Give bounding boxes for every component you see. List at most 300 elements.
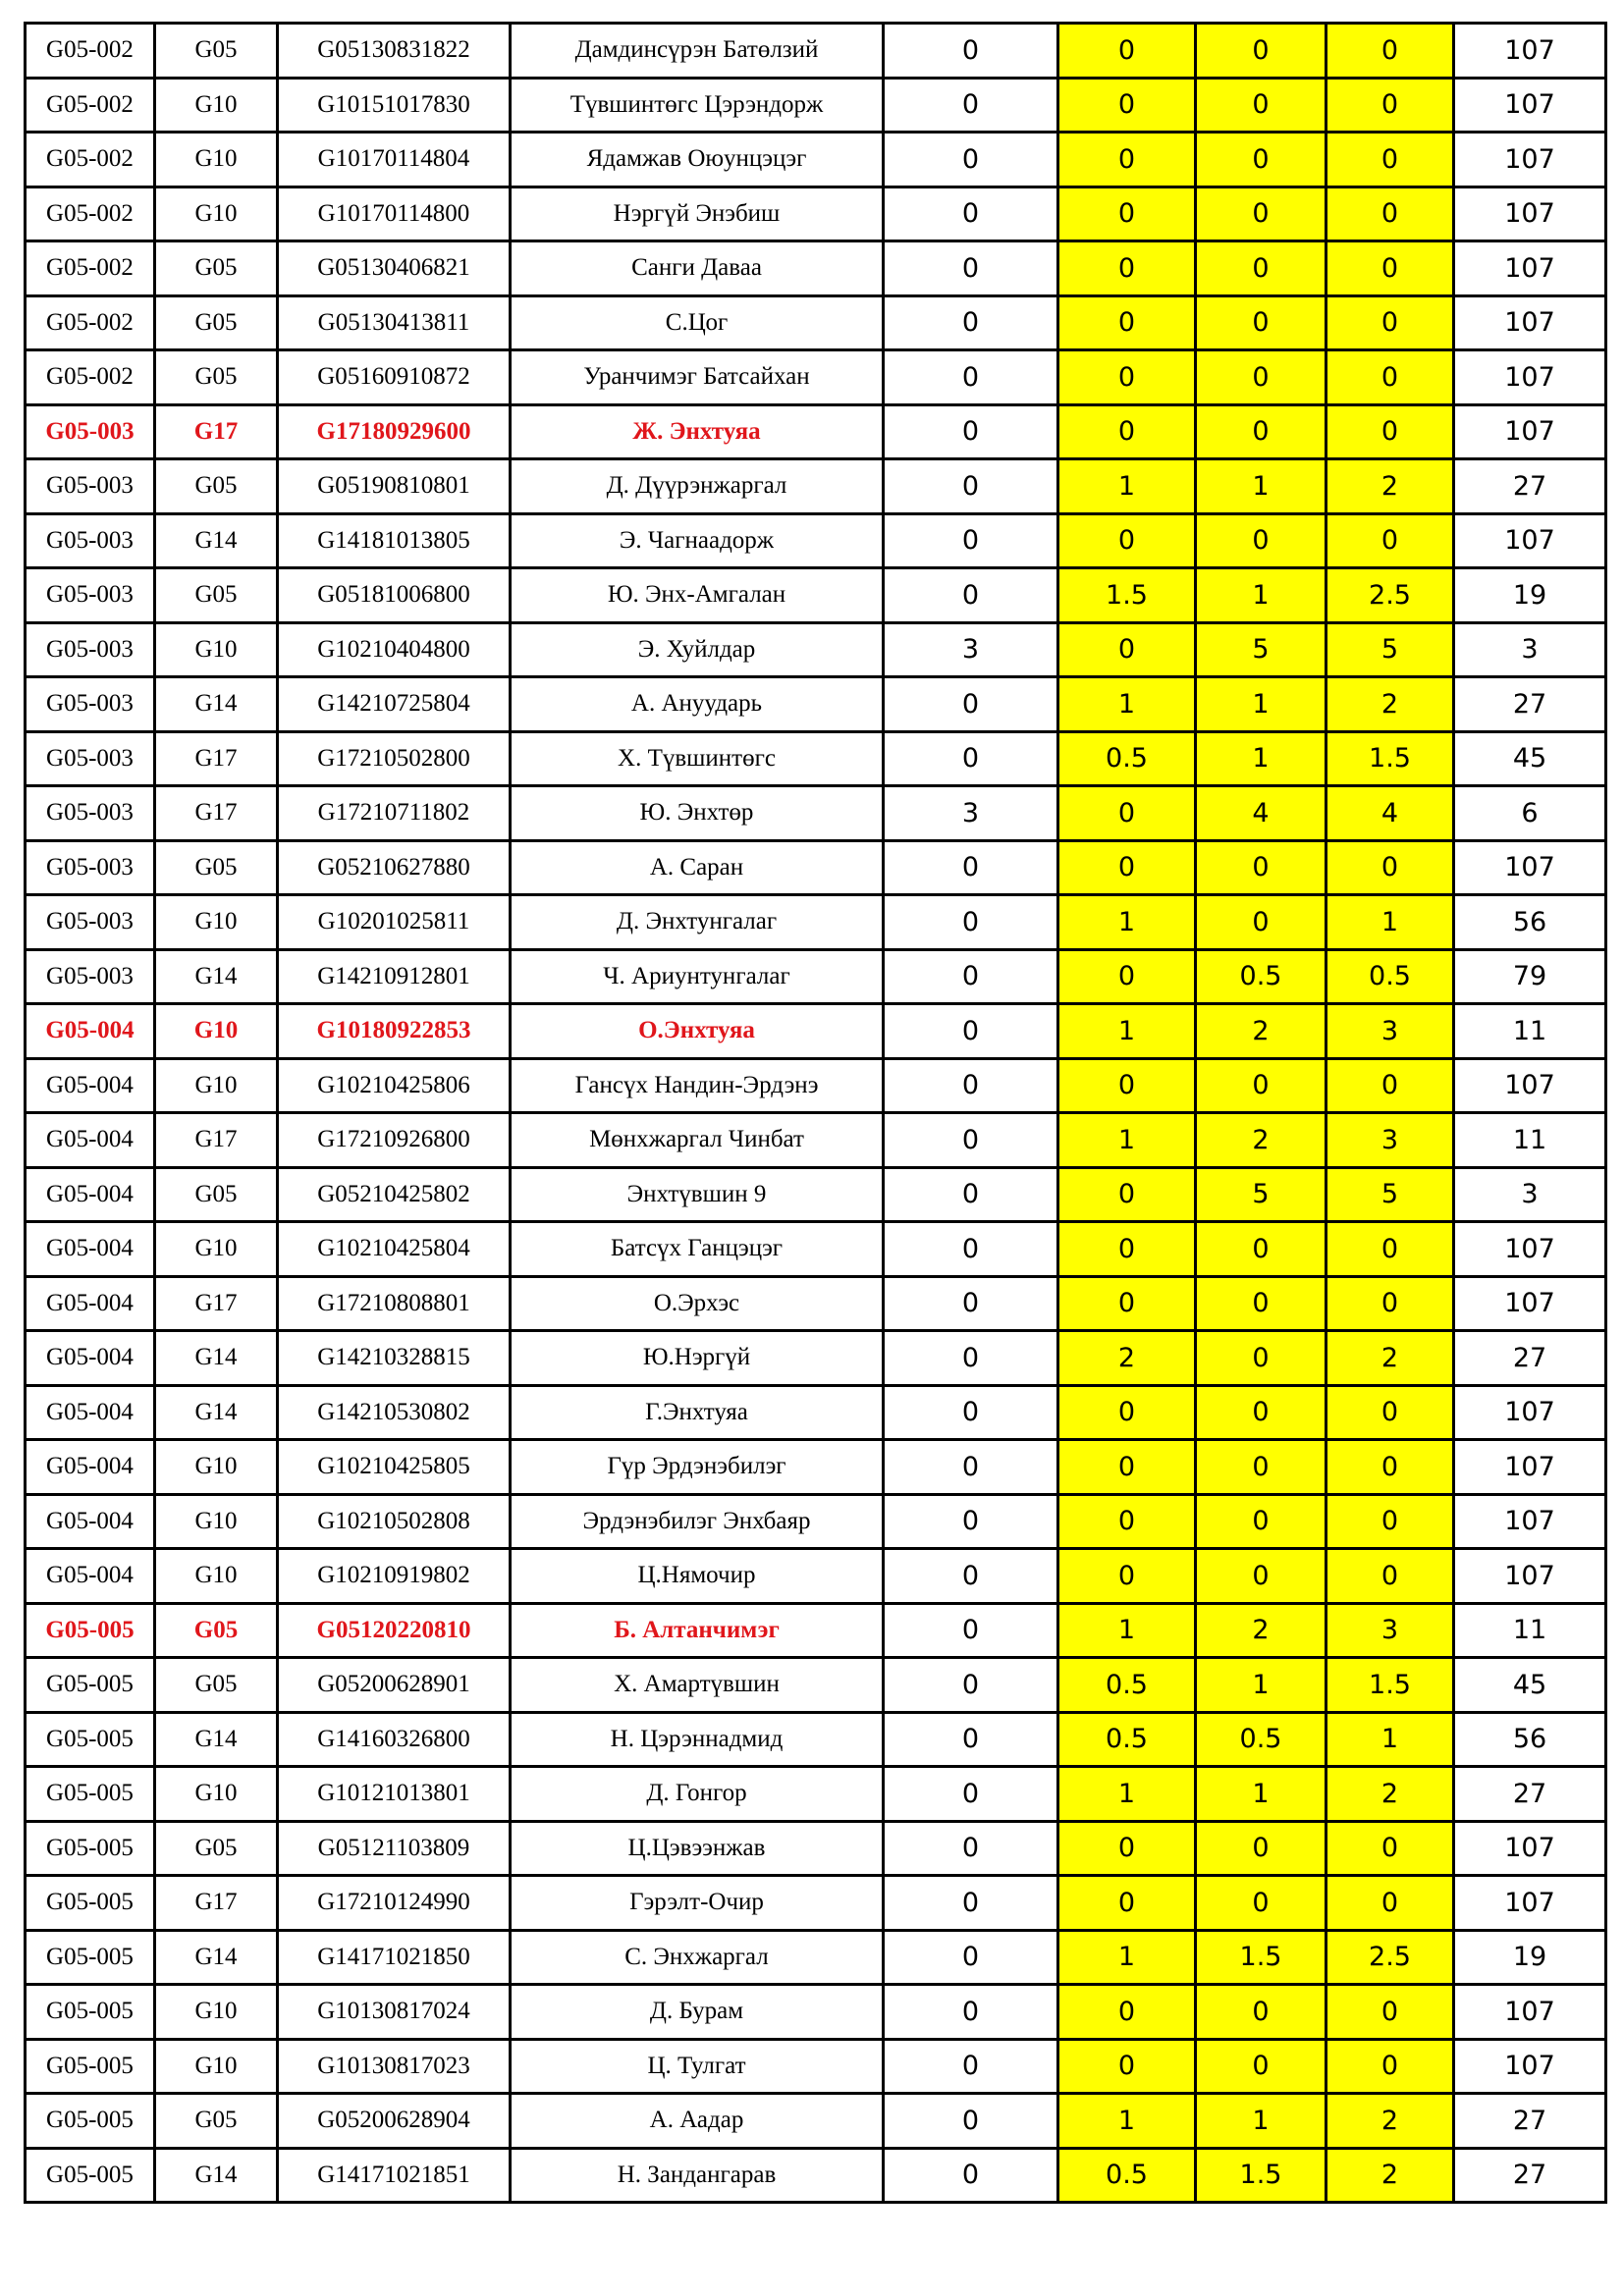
table-row xyxy=(26,404,1606,459)
cell-student-name: С. Энхжаргал xyxy=(511,1930,884,1985)
cell-score-3: 5 xyxy=(1196,1167,1326,1222)
cell-student-name: А. Аадар xyxy=(511,2094,884,2149)
cell-school-code: G05 xyxy=(155,2094,278,2149)
cell-score-1: 0 xyxy=(884,1658,1058,1713)
cell-score-total: 2 xyxy=(1326,459,1454,514)
table-row xyxy=(26,78,1606,133)
cell-school-code: G14 xyxy=(155,1930,278,1985)
cell-score-2: 1.5 xyxy=(1058,568,1196,623)
cell-school-code: G05 xyxy=(155,568,278,623)
cell-group-id: G05-004 xyxy=(26,1385,155,1440)
cell-rank: 19 xyxy=(1454,1930,1606,1985)
cell-score-1: 0 xyxy=(884,949,1058,1004)
cell-group-id: G05-002 xyxy=(26,295,155,350)
cell-school-code: G14 xyxy=(155,677,278,732)
cell-rank: 107 xyxy=(1454,840,1606,895)
cell-score-1: 0 xyxy=(884,1113,1058,1168)
table-row xyxy=(26,2094,1606,2149)
cell-score-1: 0 xyxy=(884,1985,1058,2040)
cell-group-id: G05-003 xyxy=(26,404,155,459)
table-row xyxy=(26,622,1606,677)
cell-score-3: 0 xyxy=(1196,350,1326,405)
cell-score-total: 0 xyxy=(1326,78,1454,133)
cell-student-name: О.Эрхэс xyxy=(511,1276,884,1331)
cell-score-total: 0 xyxy=(1326,840,1454,895)
cell-score-2: 0.5 xyxy=(1058,731,1196,786)
cell-score-total: 0 xyxy=(1326,187,1454,241)
cell-group-id: G05-003 xyxy=(26,731,155,786)
cell-rank: 56 xyxy=(1454,1712,1606,1767)
cell-score-2: 0 xyxy=(1058,513,1196,568)
cell-student-code: G10210425805 xyxy=(278,1440,511,1495)
table-row xyxy=(26,2039,1606,2094)
cell-score-2: 1 xyxy=(1058,1930,1196,1985)
cell-rank: 6 xyxy=(1454,786,1606,841)
cell-student-code: G05160910872 xyxy=(278,350,511,405)
cell-score-total: 0 xyxy=(1326,295,1454,350)
cell-score-2: 0 xyxy=(1058,2039,1196,2094)
cell-group-id: G05-005 xyxy=(26,2148,155,2203)
table-row xyxy=(26,1331,1606,1386)
cell-rank: 45 xyxy=(1454,731,1606,786)
table-row xyxy=(26,1222,1606,1277)
cell-school-code: G10 xyxy=(155,1058,278,1113)
table-row xyxy=(26,513,1606,568)
cell-score-1: 0 xyxy=(884,2039,1058,2094)
cell-rank: 107 xyxy=(1454,1494,1606,1549)
cell-score-1: 3 xyxy=(884,622,1058,677)
cell-score-3: 2 xyxy=(1196,1603,1326,1658)
cell-score-2: 0 xyxy=(1058,1385,1196,1440)
cell-school-code: G10 xyxy=(155,1004,278,1059)
cell-score-2: 1 xyxy=(1058,895,1196,950)
table-row xyxy=(26,1658,1606,1713)
cell-student-name: Түвшинтөгс Цэрэндорж xyxy=(511,78,884,133)
cell-student-code: G10201025811 xyxy=(278,895,511,950)
cell-score-total: 3 xyxy=(1326,1113,1454,1168)
cell-school-code: G17 xyxy=(155,731,278,786)
cell-rank: 107 xyxy=(1454,295,1606,350)
cell-student-code: G05121103809 xyxy=(278,1821,511,1876)
cell-student-name: Ж. Энхтуяа xyxy=(511,404,884,459)
cell-student-code: G05120220810 xyxy=(278,1603,511,1658)
cell-score-total: 2 xyxy=(1326,2148,1454,2203)
cell-score-3: 0 xyxy=(1196,1385,1326,1440)
cell-score-1: 0 xyxy=(884,241,1058,296)
table-row xyxy=(26,1167,1606,1222)
cell-school-code: G14 xyxy=(155,513,278,568)
table-row xyxy=(26,187,1606,241)
table-row xyxy=(26,1876,1606,1931)
cell-score-3: 1 xyxy=(1196,568,1326,623)
cell-group-id: G05-005 xyxy=(26,2039,155,2094)
cell-score-total: 2 xyxy=(1326,1331,1454,1386)
cell-score-3: 0.5 xyxy=(1196,949,1326,1004)
cell-score-3: 0 xyxy=(1196,24,1326,79)
cell-score-2: 1 xyxy=(1058,1004,1196,1059)
cell-student-name: Нэргүй Энэбиш xyxy=(511,187,884,241)
cell-score-2: 1 xyxy=(1058,1113,1196,1168)
cell-group-id: G05-003 xyxy=(26,459,155,514)
cell-score-2: 0 xyxy=(1058,295,1196,350)
cell-student-name: Ц. Тулгат xyxy=(511,2039,884,2094)
cell-school-code: G10 xyxy=(155,2039,278,2094)
table-row xyxy=(26,295,1606,350)
cell-score-2: 0 xyxy=(1058,187,1196,241)
cell-score-1: 0 xyxy=(884,1058,1058,1113)
cell-student-name: Х. Амартүвшин xyxy=(511,1658,884,1713)
cell-score-3: 0 xyxy=(1196,1821,1326,1876)
cell-rank: 107 xyxy=(1454,513,1606,568)
cell-score-1: 0 xyxy=(884,1930,1058,1985)
cell-student-name: А. Ануударь xyxy=(511,677,884,732)
cell-rank: 107 xyxy=(1454,350,1606,405)
table-row xyxy=(26,731,1606,786)
cell-score-3: 0 xyxy=(1196,1549,1326,1604)
cell-student-name: Батсүх Ганцэцэг xyxy=(511,1222,884,1277)
cell-student-code: G17210926800 xyxy=(278,1113,511,1168)
cell-score-2: 0 xyxy=(1058,949,1196,1004)
cell-student-code: G05130406821 xyxy=(278,241,511,296)
cell-score-3: 1 xyxy=(1196,459,1326,514)
cell-student-name: Д. Дүүрэнжаргал xyxy=(511,459,884,514)
cell-student-code: G17180929600 xyxy=(278,404,511,459)
cell-rank: 56 xyxy=(1454,895,1606,950)
cell-student-code: G05210627880 xyxy=(278,840,511,895)
table-row xyxy=(26,1385,1606,1440)
cell-score-1: 0 xyxy=(884,350,1058,405)
cell-student-name: О.Энхтуяа xyxy=(511,1004,884,1059)
cell-student-code: G14171021850 xyxy=(278,1930,511,1985)
cell-score-1: 0 xyxy=(884,1821,1058,1876)
cell-student-name: Э. Чагнаадорж xyxy=(511,513,884,568)
cell-rank: 11 xyxy=(1454,1603,1606,1658)
table-row xyxy=(26,2148,1606,2203)
cell-school-code: G05 xyxy=(155,350,278,405)
cell-score-2: 0 xyxy=(1058,133,1196,187)
cell-rank: 107 xyxy=(1454,404,1606,459)
cell-student-name: Гүр Эрдэнэбилэг xyxy=(511,1440,884,1495)
cell-student-name: Ю. Энх-Амгалан xyxy=(511,568,884,623)
cell-score-3: 1 xyxy=(1196,731,1326,786)
cell-school-code: G14 xyxy=(155,1712,278,1767)
cell-score-total: 0 xyxy=(1326,1385,1454,1440)
cell-score-total: 0.5 xyxy=(1326,949,1454,1004)
cell-rank: 107 xyxy=(1454,1876,1606,1931)
cell-group-id: G05-004 xyxy=(26,1004,155,1059)
cell-group-id: G05-002 xyxy=(26,24,155,79)
cell-score-2: 0.5 xyxy=(1058,1658,1196,1713)
cell-score-1: 0 xyxy=(884,2094,1058,2149)
cell-score-1: 0 xyxy=(884,187,1058,241)
cell-school-code: G10 xyxy=(155,1222,278,1277)
cell-group-id: G05-003 xyxy=(26,840,155,895)
cell-score-3: 0 xyxy=(1196,241,1326,296)
table-body xyxy=(26,24,1606,2203)
cell-score-2: 0 xyxy=(1058,1167,1196,1222)
cell-score-2: 0 xyxy=(1058,1876,1196,1931)
cell-score-total: 0 xyxy=(1326,24,1454,79)
cell-student-code: G05200628901 xyxy=(278,1658,511,1713)
cell-group-id: G05-004 xyxy=(26,1058,155,1113)
cell-score-total: 2.5 xyxy=(1326,568,1454,623)
cell-group-id: G05-005 xyxy=(26,1876,155,1931)
cell-score-3: 2 xyxy=(1196,1113,1326,1168)
cell-score-1: 0 xyxy=(884,1331,1058,1386)
cell-group-id: G05-002 xyxy=(26,133,155,187)
cell-school-code: G05 xyxy=(155,241,278,296)
cell-rank: 107 xyxy=(1454,1549,1606,1604)
cell-score-total: 1 xyxy=(1326,1712,1454,1767)
cell-student-name: Д. Энхтунгалаг xyxy=(511,895,884,950)
cell-score-total: 0 xyxy=(1326,1549,1454,1604)
cell-score-2: 0 xyxy=(1058,78,1196,133)
cell-score-total: 0 xyxy=(1326,350,1454,405)
cell-school-code: G05 xyxy=(155,1821,278,1876)
cell-student-name: Энхтүвшин 9 xyxy=(511,1167,884,1222)
cell-score-2: 0 xyxy=(1058,1058,1196,1113)
cell-score-total: 1.5 xyxy=(1326,1658,1454,1713)
cell-group-id: G05-002 xyxy=(26,350,155,405)
cell-rank: 27 xyxy=(1454,459,1606,514)
cell-student-code: G14181013805 xyxy=(278,513,511,568)
cell-score-total: 1 xyxy=(1326,895,1454,950)
cell-student-name: Х. Түвшинтөгс xyxy=(511,731,884,786)
cell-student-code: G10130817024 xyxy=(278,1985,511,2040)
table-row xyxy=(26,1985,1606,2040)
cell-rank: 19 xyxy=(1454,568,1606,623)
cell-student-code: G14210530802 xyxy=(278,1385,511,1440)
cell-group-id: G05-005 xyxy=(26,1767,155,1822)
cell-group-id: G05-004 xyxy=(26,1549,155,1604)
cell-student-name: Ц.Цэвээнжав xyxy=(511,1821,884,1876)
cell-student-name: Д. Бурам xyxy=(511,1985,884,2040)
cell-score-total: 5 xyxy=(1326,622,1454,677)
cell-score-1: 0 xyxy=(884,2148,1058,2203)
cell-score-1: 0 xyxy=(884,1385,1058,1440)
cell-score-1: 0 xyxy=(884,1767,1058,1822)
cell-score-3: 0 xyxy=(1196,1985,1326,2040)
cell-score-1: 0 xyxy=(884,895,1058,950)
cell-score-3: 0 xyxy=(1196,133,1326,187)
cell-score-1: 0 xyxy=(884,24,1058,79)
cell-score-1: 0 xyxy=(884,840,1058,895)
cell-school-code: G14 xyxy=(155,949,278,1004)
cell-school-code: G10 xyxy=(155,1985,278,2040)
cell-score-1: 0 xyxy=(884,1276,1058,1331)
cell-group-id: G05-004 xyxy=(26,1440,155,1495)
cell-rank: 11 xyxy=(1454,1113,1606,1168)
cell-score-3: 0 xyxy=(1196,404,1326,459)
cell-score-2: 0 xyxy=(1058,1494,1196,1549)
cell-group-id: G05-005 xyxy=(26,2094,155,2149)
cell-score-3: 0 xyxy=(1196,895,1326,950)
cell-group-id: G05-005 xyxy=(26,1603,155,1658)
table-row xyxy=(26,1494,1606,1549)
cell-score-3: 0 xyxy=(1196,513,1326,568)
cell-student-name: Э. Хуйлдар xyxy=(511,622,884,677)
cell-group-id: G05-003 xyxy=(26,568,155,623)
cell-score-total: 4 xyxy=(1326,786,1454,841)
cell-score-3: 4 xyxy=(1196,786,1326,841)
cell-score-total: 0 xyxy=(1326,1494,1454,1549)
cell-student-code: G05130413811 xyxy=(278,295,511,350)
table-row xyxy=(26,840,1606,895)
cell-student-name: Г.Энхтуяа xyxy=(511,1385,884,1440)
cell-school-code: G05 xyxy=(155,459,278,514)
cell-score-total: 0 xyxy=(1326,1058,1454,1113)
cell-student-code: G14160326800 xyxy=(278,1712,511,1767)
table-row xyxy=(26,133,1606,187)
cell-school-code: G10 xyxy=(155,622,278,677)
cell-score-2: 1 xyxy=(1058,677,1196,732)
cell-group-id: G05-004 xyxy=(26,1331,155,1386)
cell-score-1: 0 xyxy=(884,568,1058,623)
cell-score-2: 0.5 xyxy=(1058,1712,1196,1767)
cell-school-code: G14 xyxy=(155,1385,278,1440)
cell-rank: 45 xyxy=(1454,1658,1606,1713)
cell-student-code: G17210124990 xyxy=(278,1876,511,1931)
cell-rank: 107 xyxy=(1454,1385,1606,1440)
table-row xyxy=(26,459,1606,514)
cell-student-code: G10151017830 xyxy=(278,78,511,133)
cell-score-total: 0 xyxy=(1326,1222,1454,1277)
cell-student-code: G05181006800 xyxy=(278,568,511,623)
cell-rank: 107 xyxy=(1454,133,1606,187)
cell-student-code: G05190810801 xyxy=(278,459,511,514)
cell-student-name: Гэрэлт-Очир xyxy=(511,1876,884,1931)
cell-score-2: 0 xyxy=(1058,24,1196,79)
cell-student-name: Уранчимэг Батсайхан xyxy=(511,350,884,405)
table-row xyxy=(26,786,1606,841)
cell-school-code: G05 xyxy=(155,1658,278,1713)
cell-score-total: 0 xyxy=(1326,1821,1454,1876)
cell-student-code: G14210328815 xyxy=(278,1331,511,1386)
cell-score-3: 0 xyxy=(1196,295,1326,350)
cell-score-2: 0 xyxy=(1058,840,1196,895)
table-row xyxy=(26,568,1606,623)
cell-student-code: G14210912801 xyxy=(278,949,511,1004)
cell-score-1: 0 xyxy=(884,1712,1058,1767)
cell-student-code: G10210404800 xyxy=(278,622,511,677)
cell-rank: 107 xyxy=(1454,1058,1606,1113)
cell-score-3: 0 xyxy=(1196,1876,1326,1931)
cell-group-id: G05-002 xyxy=(26,78,155,133)
cell-score-2: 0 xyxy=(1058,241,1196,296)
cell-score-2: 1 xyxy=(1058,1603,1196,1658)
cell-score-3: 0 xyxy=(1196,187,1326,241)
cell-rank: 27 xyxy=(1454,677,1606,732)
cell-score-3: 1 xyxy=(1196,2094,1326,2149)
cell-score-1: 0 xyxy=(884,513,1058,568)
cell-group-id: G05-002 xyxy=(26,187,155,241)
cell-score-1: 0 xyxy=(884,1876,1058,1931)
cell-group-id: G05-004 xyxy=(26,1276,155,1331)
cell-score-2: 1 xyxy=(1058,1767,1196,1822)
cell-score-total: 0 xyxy=(1326,1276,1454,1331)
cell-student-name: А. Саран xyxy=(511,840,884,895)
cell-rank: 3 xyxy=(1454,1167,1606,1222)
cell-rank: 11 xyxy=(1454,1004,1606,1059)
cell-score-2: 0 xyxy=(1058,1440,1196,1495)
cell-group-id: G05-003 xyxy=(26,895,155,950)
cell-student-code: G17210502800 xyxy=(278,731,511,786)
cell-school-code: G10 xyxy=(155,1549,278,1604)
cell-score-2: 2 xyxy=(1058,1331,1196,1386)
cell-group-id: G05-005 xyxy=(26,1930,155,1985)
table-row xyxy=(26,1821,1606,1876)
cell-score-1: 0 xyxy=(884,677,1058,732)
cell-group-id: G05-005 xyxy=(26,1712,155,1767)
cell-student-code: G17210808801 xyxy=(278,1276,511,1331)
cell-score-3: 2 xyxy=(1196,1004,1326,1059)
cell-score-2: 0.5 xyxy=(1058,2148,1196,2203)
cell-student-name: Ч. Ариунтунгалаг xyxy=(511,949,884,1004)
cell-rank: 107 xyxy=(1454,1440,1606,1495)
cell-score-3: 1.5 xyxy=(1196,1930,1326,1985)
cell-student-name: Эрдэнэбилэг Энхбаяр xyxy=(511,1494,884,1549)
cell-score-2: 0 xyxy=(1058,1549,1196,1604)
cell-score-2: 0 xyxy=(1058,622,1196,677)
cell-rank: 27 xyxy=(1454,2148,1606,2203)
cell-school-code: G14 xyxy=(155,1331,278,1386)
cell-group-id: G05-005 xyxy=(26,1821,155,1876)
table-row xyxy=(26,24,1606,79)
cell-score-2: 0 xyxy=(1058,1821,1196,1876)
cell-score-1: 0 xyxy=(884,1167,1058,1222)
cell-student-name: Дамдинсүрэн Батөлзий xyxy=(511,24,884,79)
cell-group-id: G05-003 xyxy=(26,622,155,677)
cell-school-code: G10 xyxy=(155,1440,278,1495)
cell-group-id: G05-004 xyxy=(26,1167,155,1222)
cell-school-code: G05 xyxy=(155,840,278,895)
cell-score-1: 0 xyxy=(884,295,1058,350)
cell-rank: 107 xyxy=(1454,2039,1606,2094)
table-row xyxy=(26,1603,1606,1658)
cell-score-2: 1 xyxy=(1058,459,1196,514)
cell-school-code: G17 xyxy=(155,1113,278,1168)
cell-score-3: 1 xyxy=(1196,1658,1326,1713)
cell-score-2: 0 xyxy=(1058,1985,1196,2040)
cell-group-id: G05-004 xyxy=(26,1494,155,1549)
cell-score-3: 1.5 xyxy=(1196,2148,1326,2203)
cell-score-3: 0.5 xyxy=(1196,1712,1326,1767)
table-row xyxy=(26,1440,1606,1495)
cell-score-2: 0 xyxy=(1058,1276,1196,1331)
cell-student-name: Н. Цэрэннадмид xyxy=(511,1712,884,1767)
cell-score-2: 0 xyxy=(1058,350,1196,405)
results-table xyxy=(24,22,1607,2204)
table-row xyxy=(26,1767,1606,1822)
cell-score-total: 3 xyxy=(1326,1603,1454,1658)
cell-score-total: 0 xyxy=(1326,1876,1454,1931)
cell-score-total: 2 xyxy=(1326,1767,1454,1822)
cell-student-name: Ю.Нэргүй xyxy=(511,1331,884,1386)
cell-school-code: G10 xyxy=(155,78,278,133)
cell-group-id: G05-003 xyxy=(26,949,155,1004)
cell-school-code: G10 xyxy=(155,1494,278,1549)
cell-score-3: 0 xyxy=(1196,1276,1326,1331)
cell-score-3: 0 xyxy=(1196,78,1326,133)
table-row xyxy=(26,677,1606,732)
cell-score-1: 0 xyxy=(884,1494,1058,1549)
cell-score-total: 0 xyxy=(1326,404,1454,459)
cell-school-code: G10 xyxy=(155,1767,278,1822)
cell-student-code: G10130817023 xyxy=(278,2039,511,2094)
cell-student-code: G10121013801 xyxy=(278,1767,511,1822)
cell-student-name: Санги Даваа xyxy=(511,241,884,296)
cell-student-name: Ц.Нямочир xyxy=(511,1549,884,1604)
